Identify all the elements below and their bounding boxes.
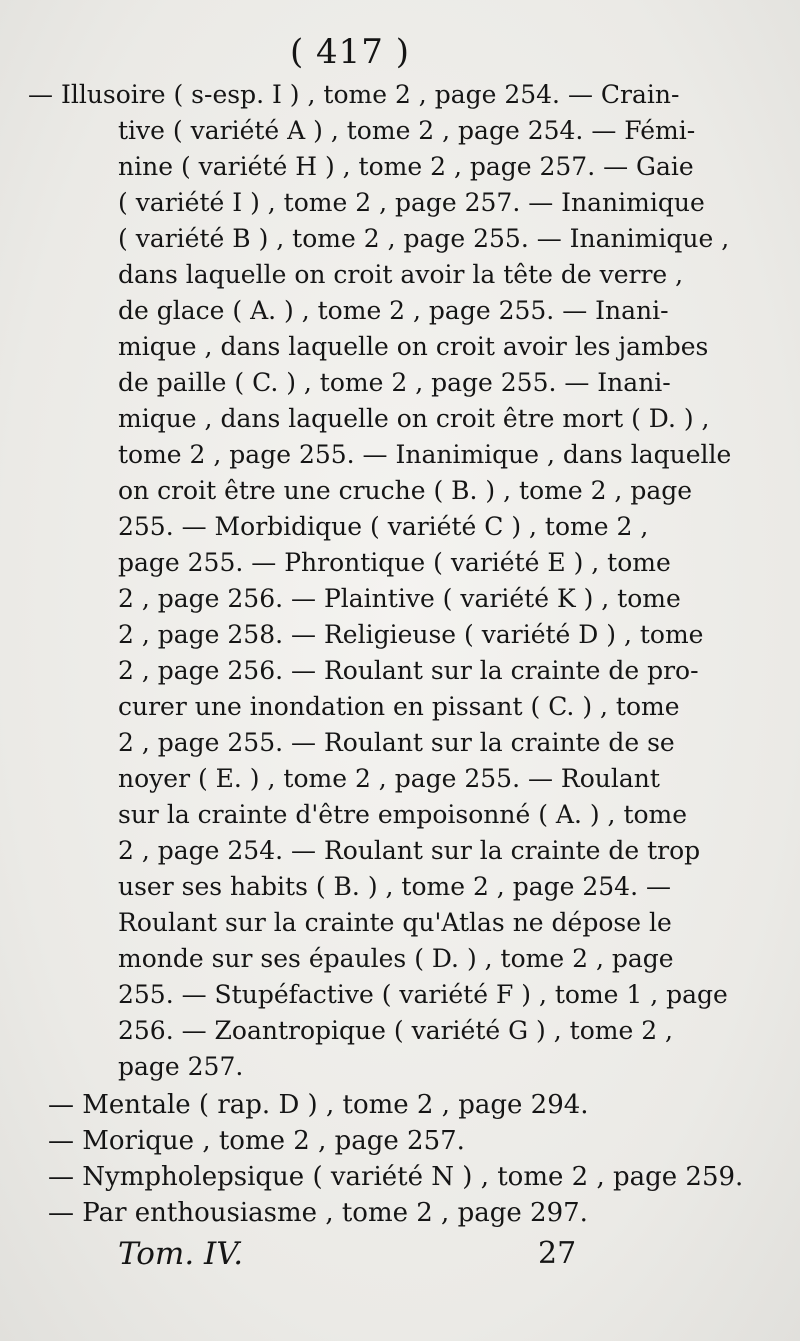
entry-line: ( variété I ) , tome 2 , page 257. — Inanimique <box>118 188 705 217</box>
entry-line: monde sur ses épaules ( D. ) , tome 2 , page <box>118 944 674 973</box>
entry-line: dans laquelle on croit avoir la tête de verre , <box>118 260 684 289</box>
entry-line: de paille ( C. ) , tome 2 , page 255. — Inani- <box>118 368 671 397</box>
entry-line: user ses habits ( B. ) , tome 2 , page 254. — <box>118 872 671 901</box>
entry-line: ( variété B ) , tome 2 , page 255. — Inanimique , <box>118 224 730 253</box>
entry-line: noyer ( E. ) , tome 2 , page 255. — Roulant <box>118 764 660 793</box>
entry-line: 255. — Morbidique ( variété C ) , tome 2 , <box>118 512 649 541</box>
sub-entry-par-enthousiasme: — Par enthousiasme , tome 2 , page 297. <box>48 1198 588 1228</box>
page-number: ( 417 ) <box>289 32 411 72</box>
entry-line: curer une inondation en pissant ( C. ) , tome <box>118 692 680 721</box>
entry-line: mique , dans laquelle on croit avoir les jambes <box>118 332 709 361</box>
entry-line: tive ( variété A ) , tome 2 , page 254. — Fémi- <box>118 116 696 145</box>
entry-line: page 257. <box>118 1052 244 1081</box>
entry-line: page 255. — Phrontique ( variété E ) , tome <box>118 548 671 577</box>
entry-line: 2 , page 254. — Roulant sur la crainte de trop <box>118 836 701 865</box>
sub-entry-nympholepsique: — Nympholepsique ( variété N ) , tome 2 , page 259. <box>48 1162 744 1192</box>
entry-line: 2 , page 256. — Plaintive ( variété K ) , tome <box>118 584 681 613</box>
entry-line: de glace ( A. ) , tome 2 , page 255. — Inani- <box>118 296 669 325</box>
entry-line: on croit être une cruche ( B. ) , tome 2 , page <box>118 476 693 505</box>
entry-line: mique , dans laquelle on croit être mort ( D. ) , <box>118 404 710 433</box>
entry-line: sur la crainte d'être empoisonné ( A. ) , tome <box>118 800 688 829</box>
entry-line: 2 , page 255. — Roulant sur la crainte de se <box>118 728 675 757</box>
sub-entry-mentale: — Mentale ( rap. D ) , tome 2 , page 294. <box>48 1090 589 1120</box>
entry-line: 2 , page 258. — Religieuse ( variété D ) , tome <box>118 620 704 649</box>
entry-line: — Illusoire ( s-esp. I ) , tome 2 , page 254. — Crain- <box>28 80 680 109</box>
entry-line: Roulant sur la crainte qu'Atlas ne dépose le <box>118 908 672 937</box>
entry-line: tome 2 , page 255. — Inanimique , dans laquelle <box>118 440 732 469</box>
sub-entry-morique: — Morique , tome 2 , page 257. <box>48 1126 465 1156</box>
entry-line: 256. — Zoantropique ( variété G ) , tome 2 , <box>118 1016 673 1045</box>
entry-line: nine ( variété H ) , tome 2 , page 257. — Gaie <box>118 152 694 181</box>
entry-line: 255. — Stupéfactive ( variété F ) , tome 1 , page <box>118 980 728 1009</box>
volume-signature: Tom. IV. <box>118 1236 244 1272</box>
gathering-signature: 27 <box>538 1236 577 1271</box>
entry-line: 2 , page 256. — Roulant sur la crainte de pro- <box>118 656 699 685</box>
